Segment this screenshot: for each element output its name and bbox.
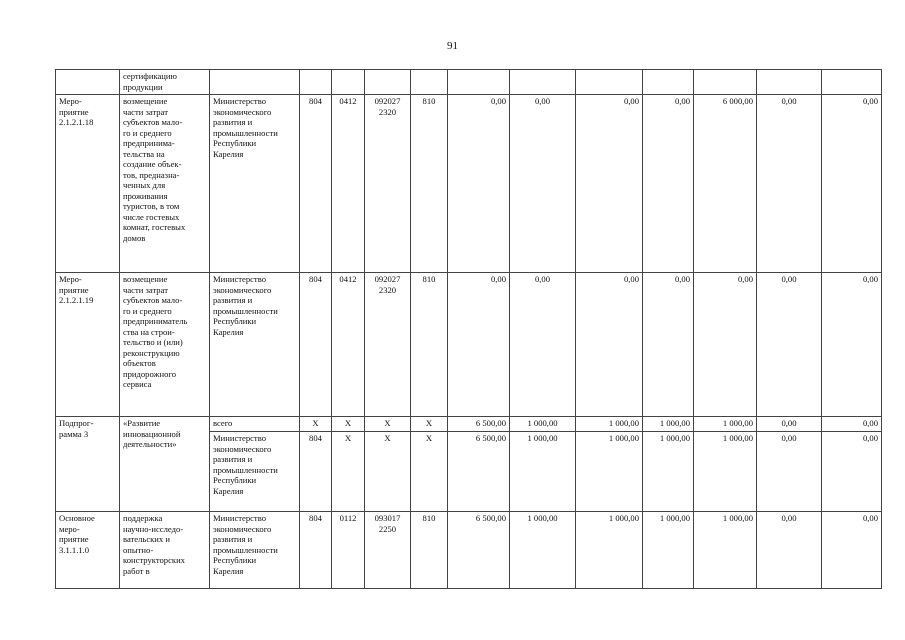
cell-value: 0,00 (757, 417, 822, 432)
cell-value: 0,00 (448, 273, 510, 417)
table-row (56, 95, 882, 273)
cell-value (448, 70, 510, 95)
cell-executor: Министерство экономического развития и промышленности Республики Карелия (210, 273, 300, 417)
cell-executor: Министерство экономического развития и промышленности Республики Карелия (210, 512, 300, 589)
cell-name: возмещение части затрат субъектов мало- го и среднего предпринима- тельства на создание объек- тов, предназна- ченных для проживания туристов, в том числе гостевых комнат, гостевых домов (120, 95, 210, 273)
cell-csr: Х (365, 417, 411, 432)
cell-label: Основное меро- приятие 3.1.1.1.0 (56, 512, 120, 589)
cell-value (510, 70, 576, 95)
cell-grbs (300, 70, 332, 95)
cell-vr: 810 (411, 512, 448, 589)
cell-rzpr: Х (332, 417, 365, 432)
cell-value (822, 70, 882, 95)
cell-rzpr: 0412 (332, 273, 365, 417)
cell-grbs: 804 (300, 432, 332, 512)
cell-csr: Х (365, 432, 411, 512)
cell-grbs: 804 (300, 273, 332, 417)
cell-value: 1 000,00 (643, 432, 694, 512)
cell-value: 6 500,00 (448, 432, 510, 512)
cell-value: 0,00 (822, 95, 882, 273)
cell-value: 0,00 (448, 95, 510, 273)
cell-csr (365, 70, 411, 95)
table-row (56, 70, 882, 95)
cell-value (643, 70, 694, 95)
cell-rzpr: Х (332, 432, 365, 512)
cell-label (56, 70, 120, 95)
cell-rzpr: 0112 (332, 512, 365, 589)
cell-value: 0,00 (757, 432, 822, 512)
cell-value: 0,00 (510, 273, 576, 417)
cell-value: 0,00 (576, 95, 643, 273)
page-number: 91 (447, 40, 458, 52)
table-row (56, 273, 882, 417)
cell-executor (210, 70, 300, 95)
table-row (56, 417, 882, 432)
cell-value (694, 70, 757, 95)
cell-value: 0,00 (822, 417, 882, 432)
cell-grbs: Х (300, 417, 332, 432)
cell-value: 1 000,00 (576, 417, 643, 432)
cell-value: 6 500,00 (448, 417, 510, 432)
cell-value: 0,00 (822, 432, 882, 512)
cell-vr: 810 (411, 95, 448, 273)
cell-label: Подпрог- рамма 3 (56, 417, 120, 512)
cell-vr: Х (411, 417, 448, 432)
cell-label: Меро- приятие 2.1.2.1.19 (56, 273, 120, 417)
cell-executor: Министерство экономического развития и промышленности Республики Карелия (210, 432, 300, 512)
cell-value: 1 000,00 (576, 512, 643, 589)
cell-value: 6 000,00 (694, 95, 757, 273)
cell-name: «Развитие инновационной деятельности» (120, 417, 210, 512)
cell-vr (411, 70, 448, 95)
cell-csr: 092027 2320 (365, 273, 411, 417)
cell-value: 1 000,00 (510, 512, 576, 589)
cell-value: 0,00 (576, 273, 643, 417)
cell-label: Меро- приятие 2.1.2.1.18 (56, 95, 120, 273)
cell-vr: Х (411, 432, 448, 512)
cell-value: 1 000,00 (643, 417, 694, 432)
cell-value: 0,00 (643, 95, 694, 273)
cell-executor: Министерство экономического развития и промышленности Республики Карелия (210, 95, 300, 273)
cell-value: 0,00 (822, 512, 882, 589)
table-row (56, 512, 882, 589)
cell-value: 6 500,00 (448, 512, 510, 589)
cell-value: 0,00 (643, 273, 694, 417)
cell-csr: 093017 2250 (365, 512, 411, 589)
cell-value: 0,00 (757, 512, 822, 589)
cell-name: сертификацию продукции (120, 70, 210, 95)
cell-value: 0,00 (757, 273, 822, 417)
cell-value: 1 000,00 (694, 417, 757, 432)
cell-value: 1 000,00 (576, 432, 643, 512)
cell-value: 0,00 (757, 95, 822, 273)
cell-value: 1 000,00 (694, 512, 757, 589)
cell-value: 1 000,00 (510, 417, 576, 432)
cell-name: возмещение части затрат субъектов мало- го и среднего предприниматель ства на строи- тельство и (или) реконструкцию объектов придорожного сервиса (120, 273, 210, 417)
cell-value: 1 000,00 (643, 512, 694, 589)
cell-grbs: 804 (300, 512, 332, 589)
cell-csr: 092027 2320 (365, 95, 411, 273)
cell-executor: всего (210, 417, 300, 432)
cell-value: 1 000,00 (510, 432, 576, 512)
cell-vr: 810 (411, 273, 448, 417)
cell-value: 1 000,00 (694, 432, 757, 512)
cell-value (757, 70, 822, 95)
cell-value: 0,00 (694, 273, 757, 417)
cell-value: 0,00 (822, 273, 882, 417)
cell-value (576, 70, 643, 95)
cell-rzpr: 0412 (332, 95, 365, 273)
cell-name: поддержка научно-исследо- вательских и опытно- конструкторских работ в (120, 512, 210, 589)
budget-table (55, 69, 882, 589)
cell-value: 0,00 (510, 95, 576, 273)
cell-grbs: 804 (300, 95, 332, 273)
cell-rzpr (332, 70, 365, 95)
